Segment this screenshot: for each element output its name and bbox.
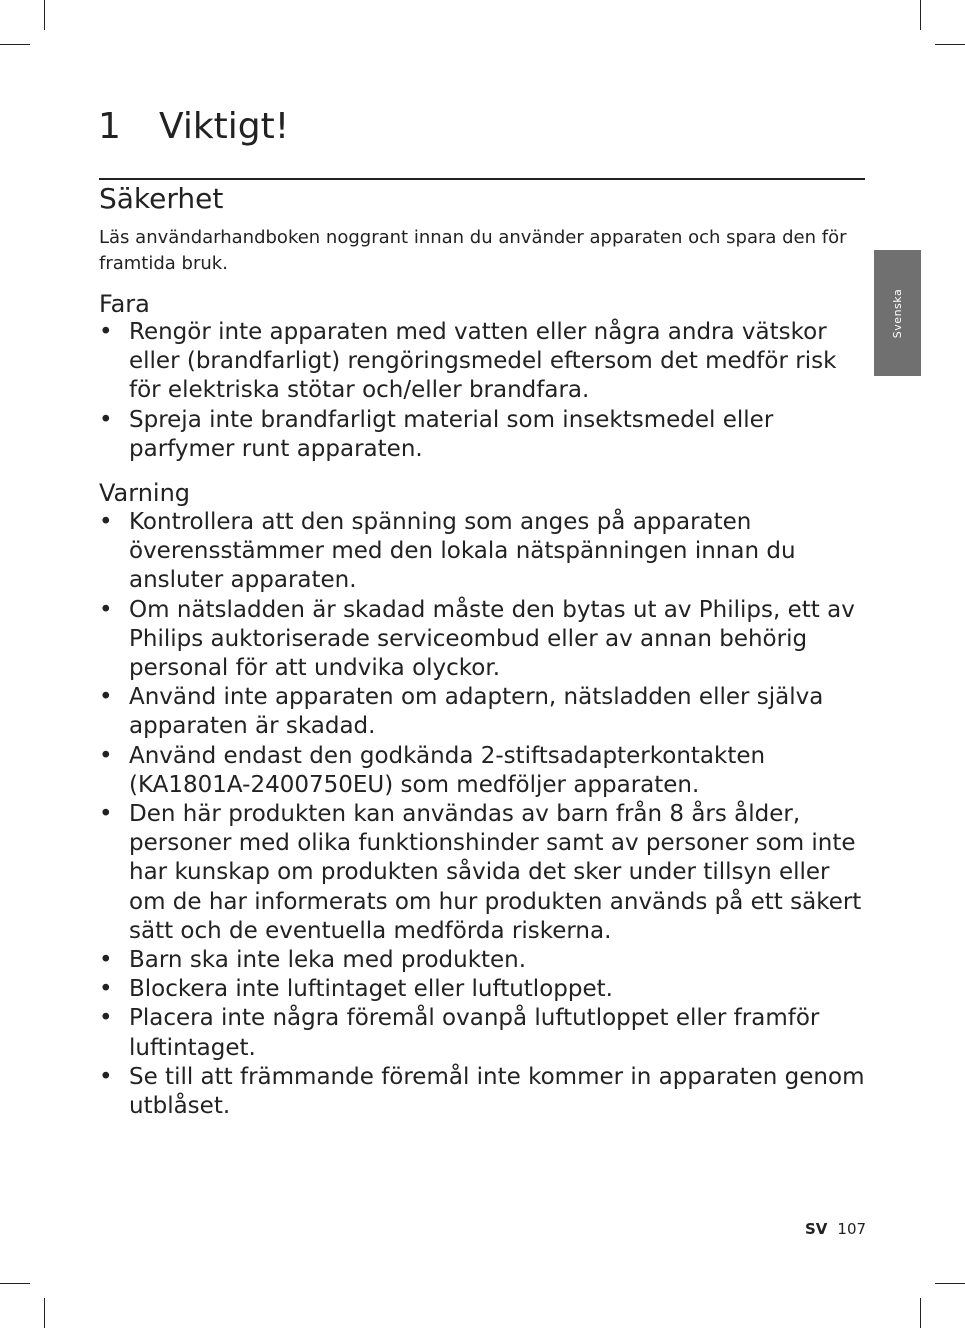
list-item bbox=[99, 742, 869, 800]
varning-list bbox=[99, 508, 869, 1121]
list-item bbox=[99, 596, 869, 684]
chapter-title bbox=[98, 103, 289, 151]
list-item bbox=[99, 975, 869, 1004]
crop-mark bbox=[935, 44, 965, 45]
bullet-icon: • bbox=[99, 509, 113, 535]
language-tab bbox=[874, 250, 921, 376]
list-item-text: Kontrollera att den spänning som anges på apparaten överensstämmer med den lokala nätspänningen innan du ansluter apparaten. bbox=[129, 509, 796, 594]
list-item-text: Använd inte apparaten om adaptern, nätsladden eller själva apparaten är skadad. bbox=[129, 684, 824, 740]
list-item bbox=[99, 946, 869, 975]
bullet-icon: • bbox=[99, 801, 113, 828]
bullet-icon: • bbox=[99, 742, 113, 769]
bullet-icon: • bbox=[99, 596, 113, 623]
page-footer bbox=[805, 1218, 866, 1240]
crop-mark bbox=[44, 0, 45, 30]
list-item-text: Den här produkten kan användas av barn från 8 års ålder, personer med olika funktionshinder samt av personer som inte har kunskap om produkten såvida det sker under tillsyn eller om de har informerats om hur produkten används på ett säkert sätt och de eventuella medförda riskerna. bbox=[129, 801, 862, 944]
page-number: 107 bbox=[837, 1220, 867, 1238]
list-item-text: Placera inte några föremål ovanpå luftutloppet eller framför luftintaget. bbox=[129, 1005, 820, 1061]
list-item-text: Om nätsladden är skadad måste den bytas ut av Philips, ett av Philips auktoriserade serviceombud eller av annan behörig personal för att undvika olyckor. bbox=[129, 596, 855, 682]
list-item-text: Använd endast den godkända 2-stiftsadapterkontakten (KA1801A-2400750EU) som medföljer apparaten. bbox=[129, 742, 766, 798]
list-item bbox=[99, 800, 869, 946]
bullet-icon: • bbox=[99, 1005, 113, 1032]
crop-mark bbox=[920, 0, 921, 30]
bullet-icon: • bbox=[99, 976, 113, 1003]
bullet-icon: • bbox=[99, 684, 113, 711]
varning-heading: Varning bbox=[99, 479, 191, 507]
crop-mark bbox=[0, 44, 30, 45]
bullet-icon: • bbox=[99, 947, 113, 974]
crop-mark bbox=[935, 1283, 965, 1284]
bullet-icon: • bbox=[99, 319, 113, 345]
crop-mark bbox=[920, 1298, 921, 1328]
list-item bbox=[99, 406, 869, 464]
chapter-title-text: Viktigt! bbox=[159, 106, 290, 147]
list-item bbox=[99, 683, 869, 741]
fara-list bbox=[99, 318, 869, 464]
list-item bbox=[99, 318, 869, 406]
language-tab-label: Svenska bbox=[891, 288, 905, 338]
fara-heading: Fara bbox=[99, 290, 150, 318]
crop-mark bbox=[0, 1283, 30, 1284]
list-item bbox=[99, 1063, 869, 1121]
list-item-text: Barn ska inte leka med produkten. bbox=[129, 947, 527, 974]
list-item bbox=[99, 1004, 869, 1062]
list-item bbox=[99, 508, 869, 596]
footer-language: SV bbox=[805, 1220, 828, 1238]
list-item-text: Blockera inte luftintaget eller luftutloppet. bbox=[129, 976, 613, 1003]
crop-mark bbox=[44, 1298, 45, 1328]
section-intro: Läs användarhandboken noggrant innan du använder apparaten och spara den för framtida bruk. bbox=[99, 227, 847, 274]
bullet-icon: • bbox=[99, 1063, 113, 1090]
bullet-icon: • bbox=[99, 406, 113, 433]
section-heading: Säkerhet bbox=[99, 182, 224, 215]
list-item-text: Rengör inte apparaten med vatten eller några andra vätskor eller (brandfarligt) rengöringsmedel eftersom det medför risk för elektriska stötar och/eller brandfara. bbox=[129, 319, 837, 404]
list-item-text: Spreja inte brandfarligt material som insektsmedel eller parfymer runt apparaten. bbox=[129, 406, 774, 462]
list-item-text: Se till att främmande föremål inte kommer in apparaten genom utblåset. bbox=[129, 1063, 865, 1120]
chapter-number: 1 bbox=[98, 106, 121, 147]
